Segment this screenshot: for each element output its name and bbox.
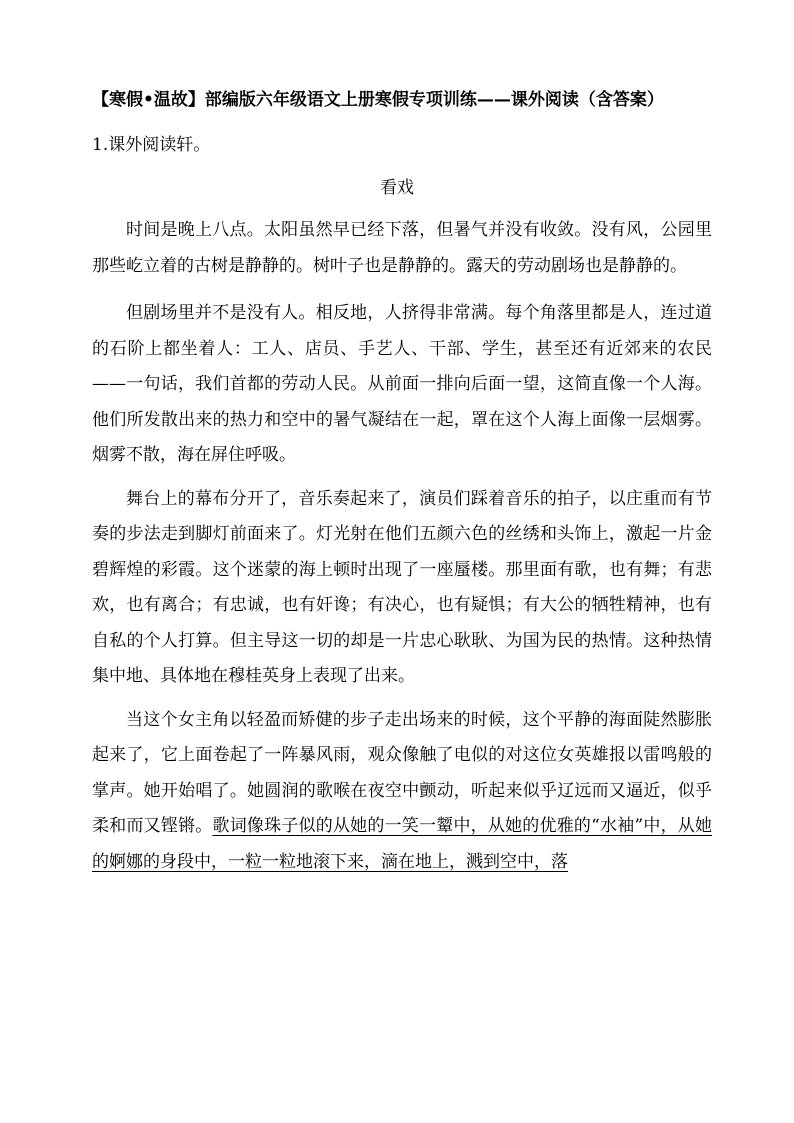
document-title: 【寒假•温故】部编版六年级语文上册寒假专项训练——课外阅读（含答案） (92, 90, 664, 110)
paragraph-2-text: 但剧场里并不是没有人。相反地，人挤得非常满。每个角落里都是人，连过道的石阶上都坐着人：工人、店员、手艺人、干部、学生，甚至还有近郊来的农民——一句话，我们首都的劳动人民。从前面一排向后面一望，这简直像一个人海。他们所发散出来的热力和空中的暑气凝结在一起，罩在这个人海上面像一层烟雾。烟雾不散，海在屏住呼吸。 (92, 303, 712, 465)
underlined-sentence: 歌词像珠子似的从她的一笑一颦中，从她的优雅的“水袖”中，从她的婀娜的身段中，一粒一粒地滚下来，滴在地上，溅到空中，落 (92, 816, 712, 872)
question-label: 1.课外阅读轩。 (92, 135, 211, 155)
paragraph-1-text: 时间是晚上八点。太阳虽然早已经下落，但暑气并没有收敛。没有风，公园里那些屹立着的古树是静静的。树叶子也是静静的。露天的劳动剧场也是静静的。 (92, 220, 712, 276)
paragraph-2 (92, 296, 712, 474)
paragraph-4 (92, 703, 712, 881)
paragraph-1 (92, 213, 712, 284)
passage-body (92, 213, 712, 880)
paragraph-4-text: 当这个女主角以轻盈而矫健的步子走出场来的时候，这个平静的海面陡然膨胀起来了，它上面卷起了一阵暴风雨，观众像触了电似的对这位女英雄报以雷鸣般的掌声。她开始唱了。她圆润的歌喉在夜空中颤动，听起来似乎辽远而又逼近，似乎柔和而又铿锵。 (92, 709, 712, 836)
paragraph-3-text: 舞台上的幕布分开了，音乐奏起来了，演员们踩着音乐的拍子，以庄重而有节奏的步法走到脚灯前面来了。灯光射在他们五颜六色的丝绣和头饰上，激起一片金碧辉煌的彩霞。这个迷蒙的海上顿时出现了一座蜃楼。那里面有歌，也有舞；有悲欢，也有离合；有忠诚，也有奸谗；有决心，也有疑惧；有大公的牺牲精神，也有自私的个人打算。但主导这一切的却是一片忠心耿耿、为国为民的热情。这种热情集中地、具体地在穆桂英身上表现了出来。 (92, 488, 712, 686)
passage-title: 看戏 (380, 178, 414, 198)
paragraph-3 (92, 482, 712, 695)
